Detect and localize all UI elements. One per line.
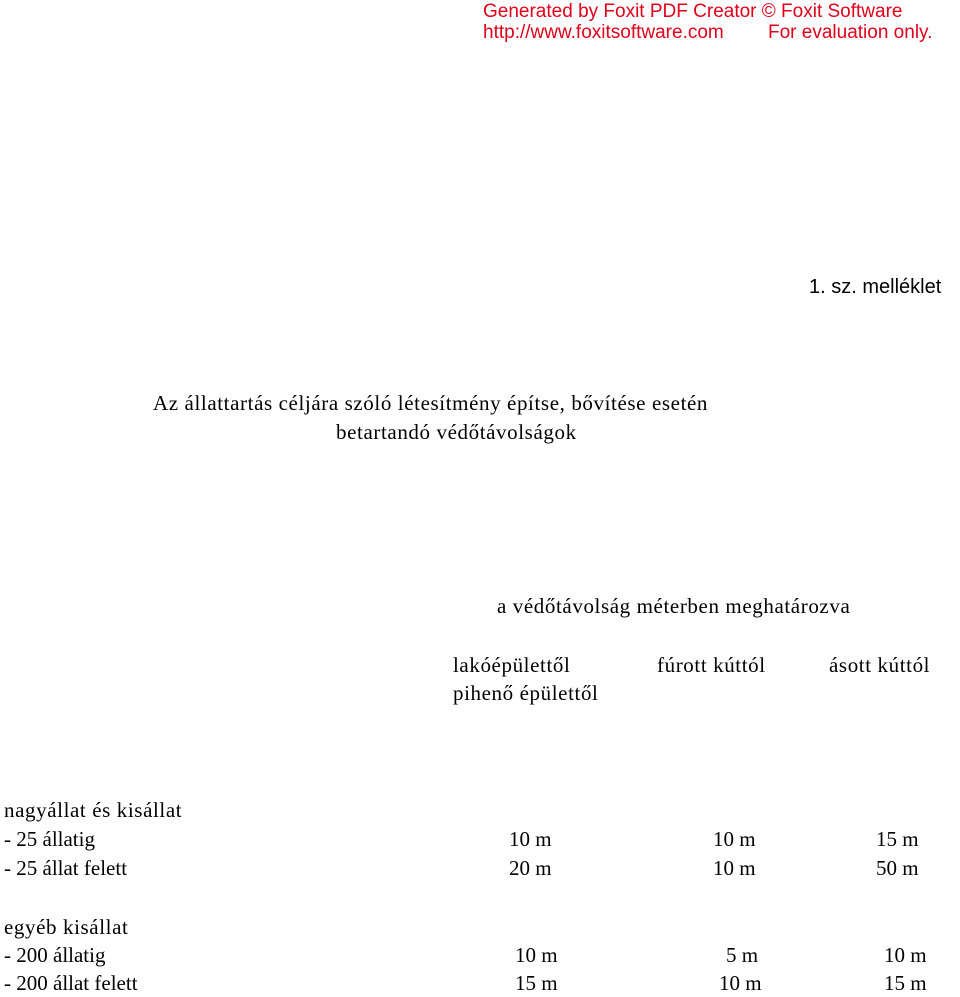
table-cell: 10 m xyxy=(719,971,762,995)
group-heading-large-and-small-animals: nagyállat és kisállat xyxy=(4,798,183,822)
column-header-drilled-well: fúrott kúttól xyxy=(657,653,766,677)
table-cell: 20 m xyxy=(509,856,552,880)
row-label: - 200 állat felett xyxy=(4,971,138,995)
document-title-line-1: Az állattartás céljára szóló létesítmény építse, bővítése esetén xyxy=(153,391,709,415)
table-cell: 10 m xyxy=(515,943,558,967)
annex-label: 1. sz. melléklet xyxy=(809,276,942,298)
row-label: - 200 állatig xyxy=(4,943,106,967)
document-title-line-2: betartandó védőtávolságok xyxy=(336,420,577,444)
table-cell: 10 m xyxy=(509,827,552,851)
column-header-dug-well: ásott kúttól xyxy=(829,653,931,677)
row-label: - 25 állat felett xyxy=(4,856,128,880)
table-cell: 15 m xyxy=(515,971,558,995)
table-cell: 15 m xyxy=(876,827,919,851)
table-heading: a védőtávolság méterben meghatározva xyxy=(497,594,851,618)
row-label: - 25 állatig xyxy=(4,827,95,851)
table-cell: 10 m xyxy=(884,943,927,967)
watermark-creator-line: Generated by Foxit PDF Creator © Foxit Software xyxy=(483,1,903,22)
column-header-residential: lakóépülettől xyxy=(453,653,571,677)
group-heading-other-small-animals: egyéb kisállat xyxy=(4,915,129,939)
column-header-residential-line-2: pihenő épülettől xyxy=(453,681,599,705)
watermark-evaluation-note: For evaluation only. xyxy=(768,22,933,43)
table-cell: 10 m xyxy=(713,827,756,851)
table-cell: 10 m xyxy=(713,856,756,880)
watermark-url[interactable]: http://www.foxitsoftware.com xyxy=(483,22,724,43)
table-cell: 50 m xyxy=(876,856,919,880)
table-cell: 5 m xyxy=(726,943,759,967)
table-cell: 15 m xyxy=(884,971,927,995)
